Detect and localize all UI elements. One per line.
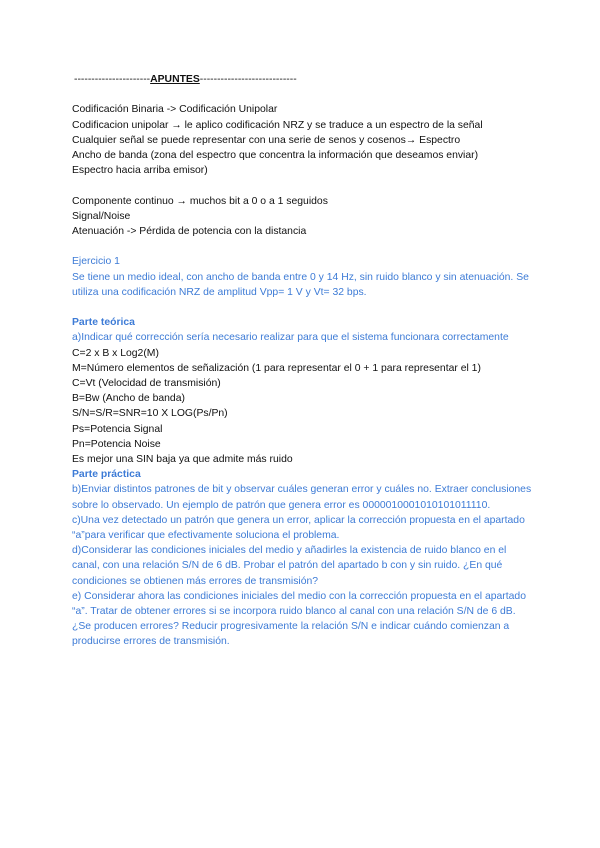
formula-line: B=Bw (Ancho de banda) bbox=[72, 393, 185, 405]
formula-line: M=Número elementos de señalización (1 para representar el 0 + 1 para representar el 1) bbox=[72, 362, 481, 374]
formula-line: C=Vt (Velocidad de transmisión) bbox=[72, 378, 221, 389]
exercise-heading: Ejercicio 1 bbox=[72, 256, 120, 268]
spacer bbox=[72, 87, 532, 102]
formula-line: Ps=Potencia Signal bbox=[72, 423, 163, 435]
formula-line: S/N=S/R=SNR=10 X LOG(Ps/Pn) bbox=[72, 408, 228, 420]
formula-line: C=2 x B x Log2(M) bbox=[72, 347, 159, 359]
question-c: c)Una vez detectado un patrón que genera un error, aplicar la corrección propuesta en el apartado “a”para verificar que efectivamente soluciona el problema. bbox=[72, 514, 525, 542]
spacer bbox=[72, 300, 532, 315]
formula-line: Es mejor una SIN baja ya que admite más ruido bbox=[72, 454, 293, 466]
note-line: Componente continuo → muchos bit a 0 o a 1 seguidos bbox=[72, 195, 328, 207]
note-line: Atenuación -> Pérdida de potencia con la distancia bbox=[72, 226, 307, 237]
spacer bbox=[72, 178, 532, 193]
question-e: e) Considerar ahora las condiciones iniciales del medio con la corrección propuesta en el apartado “a”. Tratar de obtener errores si se incorpora ruido blanco al canal con una relación S/N de 6 dB. ¿Se producen errores? Reducir progresivamente la relación S/N e indicar cuándo comienzan a producirse errores de transmisión. bbox=[72, 590, 526, 648]
title-text: APUNTES bbox=[150, 74, 200, 85]
exercise-section bbox=[72, 254, 532, 300]
title-suffix-dashes: ---------------------------- bbox=[199, 74, 297, 85]
spacer bbox=[72, 239, 532, 254]
question-b: b)Enviar distintos patrones de bit y observar cuáles generan error y cuáles no. Extraer conclusiones sobre lo observado. Un ejemplo de patrón que genera error es 0000010001010101011110. bbox=[72, 484, 532, 511]
notes-block-2 bbox=[72, 194, 532, 240]
theory-heading: Parte teórica bbox=[72, 317, 135, 329]
question-a: a)Indicar qué corrección sería necesario realizar para que el sistema funcionara correctamente bbox=[72, 332, 509, 344]
practice-heading: Parte práctica bbox=[72, 469, 141, 481]
note-line: Cualquier señal se puede representar con una serie de senos y cosenos→ Espectro bbox=[72, 134, 461, 146]
document-title bbox=[74, 72, 532, 87]
document-page bbox=[72, 72, 532, 650]
note-line: Espectro hacia arriba emisor) bbox=[72, 165, 208, 177]
notes-block-1 bbox=[72, 102, 532, 178]
title-prefix-dashes: ---------------------- bbox=[74, 74, 151, 85]
exercise-statement: Se tiene un medio ideal, con ancho de banda entre 0 y 14 Hz, sin ruido blanco y sin atenuación. Se utiliza una codificación NRZ de amplitud Vpp= 1 V y Vt= 32 bps. bbox=[72, 271, 529, 298]
practice-section bbox=[72, 467, 532, 649]
theory-section bbox=[72, 315, 532, 467]
formula-line: Pn=Potencia Noise bbox=[72, 438, 161, 450]
note-line: Codificacion unipolar → le aplico codificación NRZ y se traduce a un espectro de la señal bbox=[72, 119, 483, 131]
question-d: d)Considerar las condiciones iniciales del medio y añadirles la existencia de ruido blanco en el canal, con una relación S/N de 6 dB. Probar el patrón del apartado b con y sin ruido. ¿En qué condiciones se obtienen más errores de transmisión? bbox=[72, 545, 507, 587]
note-line: Signal/Noise bbox=[72, 210, 131, 222]
note-line: Ancho de banda (zona del espectro que concentra la información que deseamos enviar) bbox=[72, 150, 479, 161]
note-line: Codificación Binaria -> Codificación Unipolar bbox=[72, 104, 278, 116]
